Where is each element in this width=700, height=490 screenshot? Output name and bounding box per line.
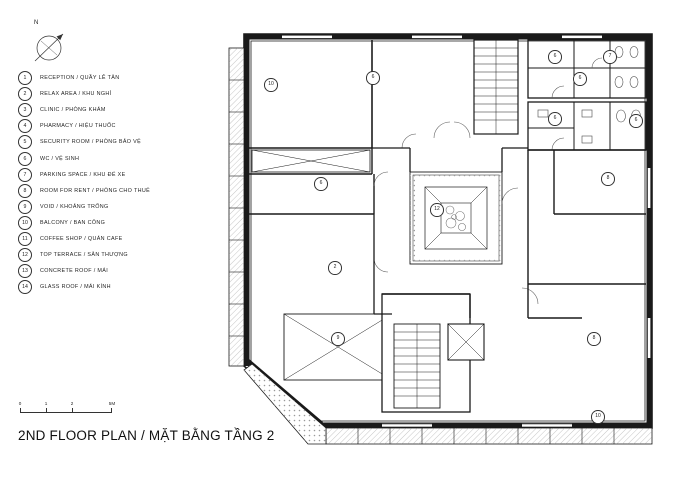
- legend-number: 5: [18, 135, 32, 149]
- legend-number: 12: [18, 248, 32, 262]
- legend-label: COFFEE SHOP / QUÁN CAFE: [40, 235, 123, 242]
- legend-label: PHARMACY / HIỆU THUỐC: [40, 123, 116, 130]
- legend: [18, 70, 208, 295]
- scale-bar: [18, 401, 116, 417]
- legend-label: WC / VỆ SINH: [40, 155, 80, 162]
- legend-number: 6: [18, 152, 32, 166]
- room-tag: 10: [591, 410, 605, 424]
- room-tag: 9: [331, 332, 345, 346]
- room-tag: 6: [548, 112, 562, 126]
- legend-label: SECURITY ROOM / PHÒNG BẢO VỆ: [40, 139, 142, 146]
- legend-number: 2: [18, 87, 32, 101]
- legend-item: [18, 215, 208, 231]
- north-label: N: [34, 20, 39, 26]
- legend-number: 10: [18, 216, 32, 230]
- room-tag: 6: [548, 50, 562, 64]
- legend-item: [18, 118, 208, 134]
- legend-number: 8: [18, 184, 32, 198]
- room-tag: 8: [601, 172, 615, 186]
- scale-label: 2: [70, 401, 74, 406]
- legend-label: BALCONY / BAN CÔNG: [40, 219, 106, 226]
- legend-label: VOID / KHOẢNG TRỐNG: [40, 203, 109, 210]
- room-tag: 6: [629, 114, 643, 128]
- plan-drawing: [222, 18, 674, 460]
- room-tag: 8: [587, 332, 601, 346]
- legend-label: CLINIC / PHÒNG KHÁM: [40, 107, 106, 114]
- legend-number: 14: [18, 280, 32, 294]
- legend-label: TOP TERRACE / SÂN THƯỢNG: [40, 252, 128, 259]
- room-tag: 6: [314, 177, 328, 191]
- legend-item: [18, 70, 208, 86]
- legend-number: 9: [18, 200, 32, 214]
- scale-axis: [20, 412, 112, 413]
- room-tag: 10: [264, 78, 278, 92]
- legend-item: [18, 279, 208, 295]
- plan-vector: [222, 18, 674, 460]
- page-title: 2ND FLOOR PLAN / MẶT BẰNG TẦNG 2: [18, 428, 275, 443]
- legend-number: 3: [18, 103, 32, 117]
- scale-label: 1: [44, 401, 48, 406]
- legend-item: [18, 134, 208, 150]
- room-tag: 12: [430, 203, 444, 217]
- legend-number: 4: [18, 119, 32, 133]
- scale-label: 0: [18, 401, 22, 406]
- legend-item: [18, 86, 208, 102]
- legend-item: [18, 247, 208, 263]
- legend-number: 11: [18, 232, 32, 246]
- legend-number: 7: [18, 168, 32, 182]
- room-tag: 6: [366, 71, 380, 85]
- scale-label: 5M: [108, 401, 116, 406]
- legend-item: [18, 183, 208, 199]
- legend-label: PARKING SPACE / KHU ĐỂ XE: [40, 171, 126, 178]
- legend-label: ROOM FOR RENT / PHÒNG CHO THUÊ: [40, 187, 151, 194]
- legend-number: 13: [18, 264, 32, 278]
- legend-item: [18, 150, 208, 166]
- legend-label: CONCRETE ROOF / MÁI: [40, 268, 109, 275]
- room-tag: 6: [573, 72, 587, 86]
- north-arrow: [22, 22, 70, 70]
- legend-item: [18, 263, 208, 279]
- legend-label: RELAX AREA / KHU NGHỈ: [40, 91, 112, 98]
- room-tag: 7: [603, 50, 617, 64]
- legend-item: [18, 102, 208, 118]
- legend-label: RECEPTION / QUẦY LỄ TÂN: [40, 75, 120, 82]
- legend-label: GLASS ROOF / MÁI KÍNH: [40, 284, 111, 291]
- legend-item: [18, 167, 208, 183]
- room-tag: 2: [328, 261, 342, 275]
- legend-item: [18, 199, 208, 215]
- legend-item: [18, 231, 208, 247]
- legend-number: 1: [18, 71, 32, 85]
